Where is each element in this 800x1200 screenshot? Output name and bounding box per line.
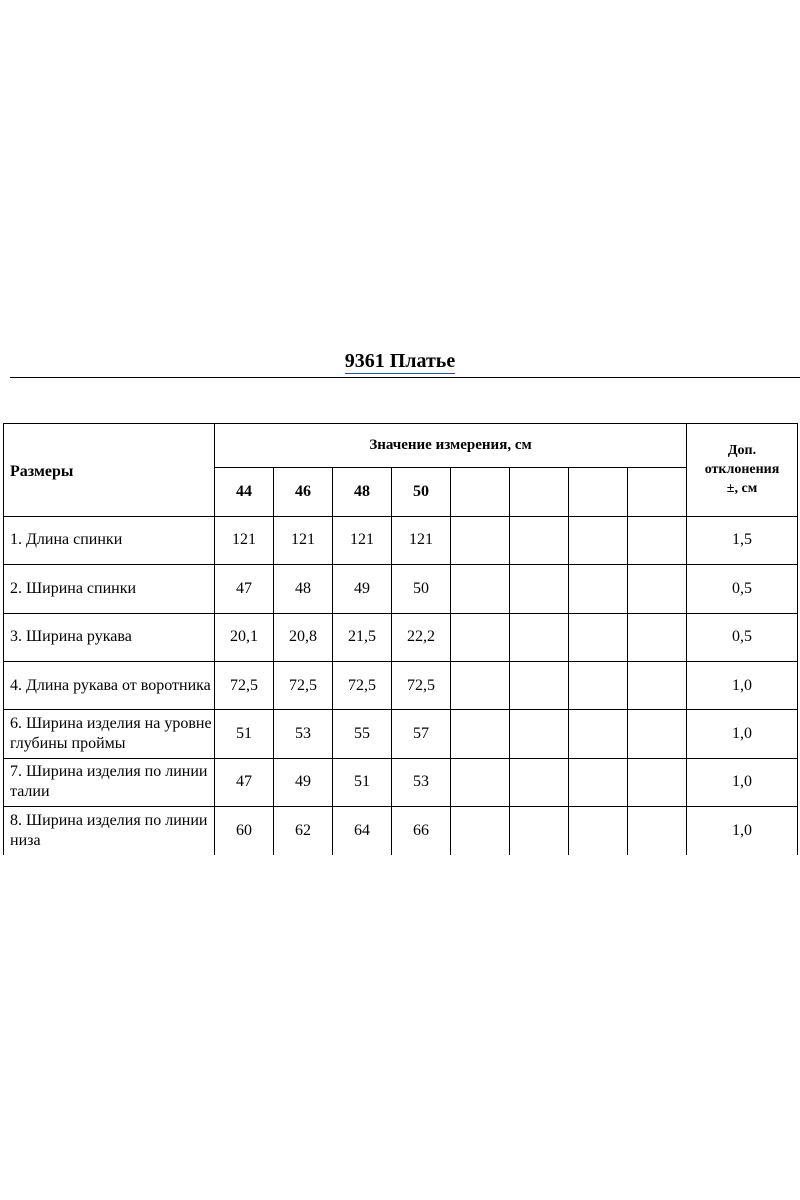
empty-cell [451,516,510,564]
title-underline-rule [10,377,800,378]
empty-cell [510,758,569,806]
cell-value: 66 [392,807,451,855]
document-title [0,350,800,373]
row-label: 2. Ширина спинки [4,565,215,613]
empty-cell [569,565,628,613]
tolerance-value: 1,0 [687,807,798,855]
table-row [4,516,798,564]
size-50: 50 [392,468,451,516]
cell-value: 121 [333,516,392,564]
empty-size-cell [510,468,569,516]
tolerance-header-line-3: ±, см [726,481,758,497]
cell-value: 64 [333,807,392,855]
cell-value: 72,5 [333,661,392,709]
empty-cell [510,613,569,661]
cell-value: 49 [274,758,333,806]
tolerance-value: 1,0 [687,758,798,806]
cell-value: 47 [215,565,274,613]
table-row [4,565,798,613]
cell-value: 21,5 [333,613,392,661]
cell-value: 121 [215,516,274,564]
cell-value: 72,5 [215,661,274,709]
cell-value: 55 [333,710,392,758]
empty-cell [628,710,687,758]
tolerance-value: 1,0 [687,710,798,758]
empty-cell [510,516,569,564]
row-label: 8. Ширина изделия по линии низа [4,807,215,855]
cell-value: 72,5 [392,661,451,709]
cell-value: 20,1 [215,613,274,661]
cell-value: 121 [392,516,451,564]
empty-size-cell [569,468,628,516]
table-header-row-1 [4,424,798,468]
size-48: 48 [333,468,392,516]
table-row [4,758,798,806]
tolerance-value: 1,0 [687,661,798,709]
table-row [4,613,798,661]
empty-size-cell [451,468,510,516]
empty-cell [569,807,628,855]
table-row [4,807,798,855]
table-row [4,710,798,758]
cell-value: 121 [274,516,333,564]
sizes-header-cell: Размеры [4,424,215,517]
tolerance-header-cell [687,424,798,517]
cell-value: 53 [274,710,333,758]
empty-cell [510,710,569,758]
row-label: 6. Ширина изделия на уровне глубины проймы [4,710,215,758]
table-row [4,661,798,709]
empty-cell [510,661,569,709]
row-label: 3. Ширина рукава [4,613,215,661]
tolerance-value: 0,5 [687,565,798,613]
empty-cell [569,661,628,709]
cell-value: 49 [333,565,392,613]
empty-cell [628,758,687,806]
empty-cell [510,565,569,613]
cell-value: 22,2 [392,613,451,661]
document-title-text: 9361 Платье [344,350,456,372]
size-44: 44 [215,468,274,516]
empty-cell [451,661,510,709]
empty-cell [510,807,569,855]
cell-value: 60 [215,807,274,855]
tolerance-value: 0,5 [687,613,798,661]
cell-value: 62 [274,807,333,855]
cell-value: 50 [392,565,451,613]
row-label: 7. Ширина изделия по линии талии [4,758,215,806]
row-label: 1. Длина спинки [4,516,215,564]
cell-value: 72,5 [274,661,333,709]
size-46: 46 [274,468,333,516]
empty-cell [628,661,687,709]
tolerance-value: 1,5 [687,516,798,564]
size-specification-table [3,423,798,855]
empty-cell [628,565,687,613]
empty-cell [569,758,628,806]
empty-cell [628,516,687,564]
empty-cell [451,758,510,806]
cell-value: 20,8 [274,613,333,661]
empty-cell [569,613,628,661]
cell-value: 51 [333,758,392,806]
tolerance-header-line-2: отклонения [704,462,780,478]
cell-value: 47 [215,758,274,806]
empty-cell [569,710,628,758]
measurement-header-cell: Значение измерения, см [215,424,687,468]
empty-size-cell [628,468,687,516]
tolerance-header-line-1: Доп. [727,443,757,459]
cell-value: 51 [215,710,274,758]
empty-cell [569,516,628,564]
empty-cell [451,565,510,613]
empty-cell [628,807,687,855]
cell-value: 53 [392,758,451,806]
row-label: 4. Длина рукава от воротника [4,661,215,709]
empty-cell [451,807,510,855]
cell-value: 48 [274,565,333,613]
empty-cell [451,710,510,758]
cell-value: 57 [392,710,451,758]
empty-cell [451,613,510,661]
empty-cell [628,613,687,661]
